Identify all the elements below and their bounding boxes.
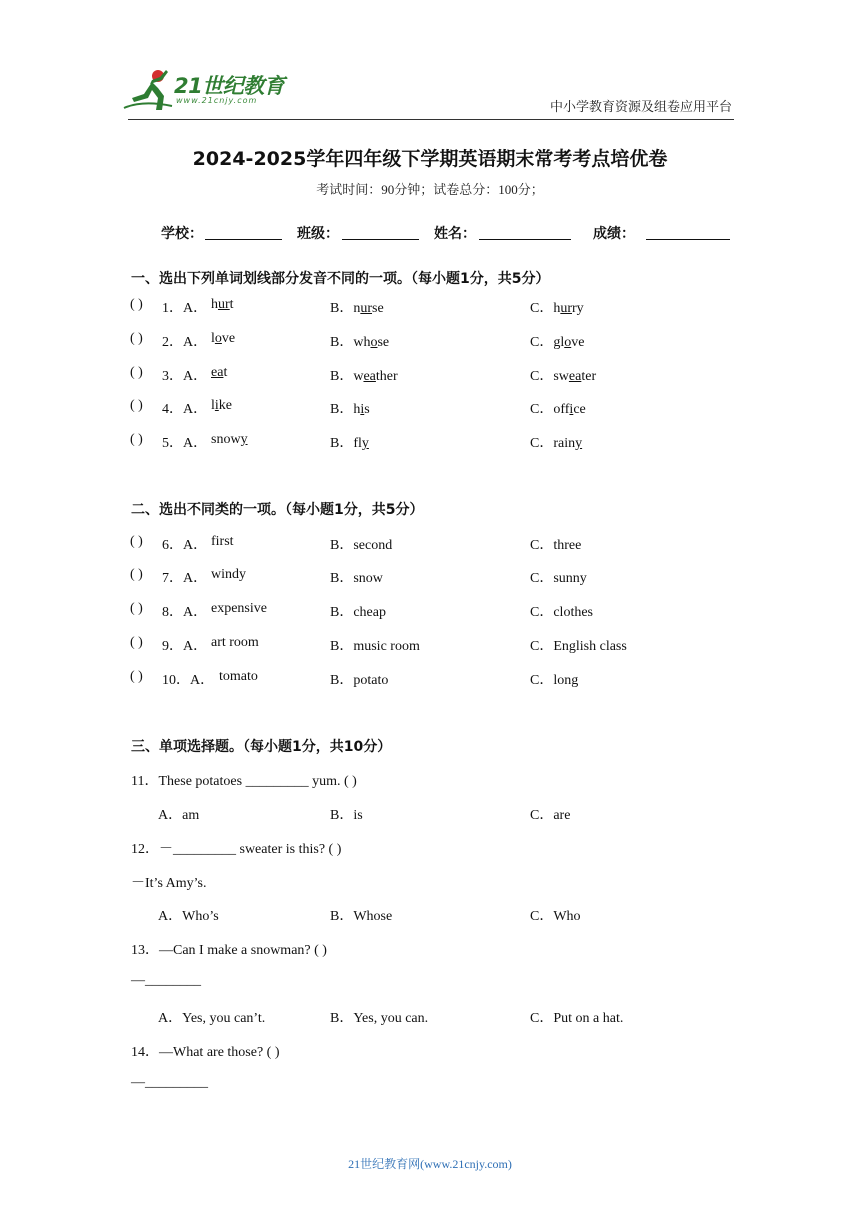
- option-b: B．whose: [330, 335, 390, 350]
- section-heading: 二、选出不同类的一项。（每小题1分，共5分）: [131, 502, 424, 518]
- class-field[interactable]: [342, 239, 419, 240]
- answer-paren[interactable]: ( ): [130, 398, 143, 413]
- option-b[interactable]: B．Whose: [330, 909, 393, 924]
- page-title: 2024-2025学年四年级下学期英语期末常考考点培优卷: [192, 148, 668, 170]
- option-a: expensive: [211, 601, 267, 616]
- section-heading: 三、单项选择题。（每小题1分，共10分）: [131, 739, 392, 755]
- option-c: C．clothes: [530, 605, 593, 620]
- option-a: like: [211, 398, 232, 413]
- option-a: tomato: [219, 669, 258, 684]
- answer-paren[interactable]: ( ): [130, 297, 143, 312]
- school-field[interactable]: [205, 239, 282, 240]
- question-row: [130, 432, 770, 452]
- option-b: B．nurse: [330, 301, 384, 316]
- option-a: windy: [211, 567, 246, 582]
- question-number: 2．A．: [162, 335, 208, 350]
- dialogue-reply: —_________: [131, 1075, 208, 1090]
- option-b: B．potato: [330, 673, 389, 688]
- question-number: 10．A．: [162, 673, 215, 688]
- header-divider: [128, 119, 734, 120]
- answer-paren[interactable]: ( ): [130, 601, 143, 616]
- score-label: 成绩：: [593, 226, 635, 242]
- option-b: B．music room: [330, 639, 420, 654]
- answer-paren[interactable]: ( ): [130, 669, 143, 684]
- site-logo: [122, 68, 292, 114]
- question-row: [130, 297, 770, 317]
- option-b: B．second: [330, 538, 393, 553]
- score-field[interactable]: [646, 239, 730, 240]
- option-b[interactable]: B．Yes, you can.: [330, 1011, 429, 1026]
- option-a: eat: [211, 365, 228, 380]
- question-stem: 14．—What are those? ( ): [131, 1045, 280, 1060]
- option-b: B．cheap: [330, 605, 386, 620]
- question-number: 6．A．: [162, 538, 208, 553]
- dialogue-reply: －It’s Amy’s.: [131, 876, 207, 891]
- logo-url: www.21cnjy.com: [176, 96, 258, 105]
- question-stem: 12．－_________ sweater is this? ( ): [131, 842, 342, 857]
- logo-text: 21世纪教育: [174, 74, 285, 98]
- option-c: C．rainy: [530, 436, 583, 451]
- answer-paren[interactable]: ( ): [130, 432, 143, 447]
- question-row: [130, 398, 770, 418]
- runner-logo-icon: [122, 68, 174, 114]
- option-c[interactable]: C．Who: [530, 909, 581, 924]
- option-c[interactable]: C．Put on a hat.: [530, 1011, 624, 1026]
- name-label: 姓名：: [434, 226, 476, 242]
- question-number: 9．A．: [162, 639, 208, 654]
- dialogue-reply: —________: [131, 973, 201, 988]
- school-label: 学校：: [161, 226, 203, 242]
- answer-paren[interactable]: ( ): [130, 365, 143, 380]
- option-c: C．hurry: [530, 301, 584, 316]
- option-c: C．sunny: [530, 571, 587, 586]
- option-a[interactable]: A．Who’s: [158, 909, 219, 924]
- answer-paren[interactable]: ( ): [130, 534, 143, 549]
- question-row: [130, 669, 770, 689]
- question-number: 1．A．: [162, 301, 208, 316]
- exam-info: 考试时间：90分钟；试卷总分：100分；: [316, 182, 544, 197]
- question-number: 8．A．: [162, 605, 208, 620]
- option-c: C．sweater: [530, 369, 597, 384]
- option-c: C．three: [530, 538, 582, 553]
- answer-paren[interactable]: ( ): [130, 331, 143, 346]
- option-a: art room: [211, 635, 259, 650]
- question-row: [130, 567, 770, 587]
- option-c: C．office: [530, 402, 586, 417]
- option-a: hurt: [211, 297, 234, 312]
- footer-link[interactable]: 21世纪教育网(www.21cnjy.com): [348, 1157, 512, 1171]
- question-row: [130, 635, 770, 655]
- option-b: B．fly: [330, 436, 369, 451]
- question-stem: 13．—Can I make a snowman? ( ): [131, 943, 327, 958]
- option-c: C．long: [530, 673, 579, 688]
- class-label: 班级：: [297, 226, 339, 242]
- option-a: first: [211, 534, 234, 549]
- option-b: B．weather: [330, 369, 398, 384]
- question-row: [130, 331, 770, 351]
- option-a: snowy: [211, 432, 248, 447]
- question-stem: 11．These potatoes _________ yum. ( ): [131, 774, 357, 789]
- option-c: C．glove: [530, 335, 585, 350]
- answer-paren[interactable]: ( ): [130, 567, 143, 582]
- option-b: B．his: [330, 402, 370, 417]
- question-number: 3．A．: [162, 369, 208, 384]
- option-c: C．English class: [530, 639, 627, 654]
- question-number: 5．A．: [162, 436, 208, 451]
- platform-label: 中小学教育资源及组卷应用平台: [550, 99, 733, 114]
- question-number: 7．A．: [162, 571, 208, 586]
- option-c[interactable]: C．are: [530, 808, 571, 823]
- section-heading: 一、选出下列单词划线部分发音不同的一项。（每小题1分，共5分）: [131, 271, 550, 287]
- option-a[interactable]: A．am: [158, 808, 200, 823]
- option-a[interactable]: A．Yes, you can’t.: [158, 1011, 266, 1026]
- name-field[interactable]: [479, 239, 571, 240]
- question-row: [130, 365, 770, 385]
- question-row: [130, 534, 770, 554]
- question-number: 4．A．: [162, 402, 208, 417]
- answer-paren[interactable]: ( ): [130, 635, 143, 650]
- option-a: love: [211, 331, 236, 346]
- option-b: B．snow: [330, 571, 383, 586]
- question-row: [130, 601, 770, 621]
- option-b[interactable]: B．is: [330, 808, 363, 823]
